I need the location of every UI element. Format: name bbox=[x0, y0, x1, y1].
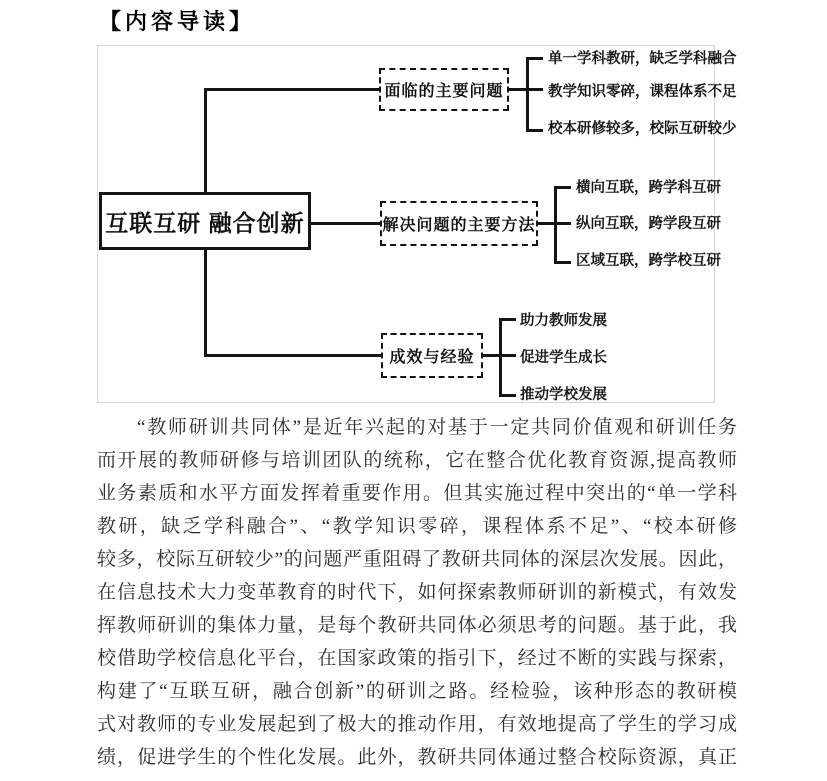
paragraph-line: 绩，促进学生的个性化发展。此外，教研共同体通过整合校际资源，真正 bbox=[97, 747, 737, 768]
leaf-item: 校本研修较多，校际互研较少 bbox=[548, 121, 737, 137]
connector-line-bottom-horizontal bbox=[204, 354, 384, 357]
paragraph-line: 而开展的教师研修与培训团队的统称，它在整合优化教育资源,提高教师 bbox=[97, 450, 737, 471]
bracket1-stub-line bbox=[509, 88, 526, 91]
connector-line-middle-horizontal bbox=[311, 222, 380, 225]
branch-label-results: 成效与经验 bbox=[389, 349, 475, 366]
mindmap-diagram bbox=[97, 45, 737, 403]
leaf-item: 教学知识零碎，课程体系不足 bbox=[548, 84, 737, 100]
bracket3-tick-top bbox=[502, 318, 516, 321]
paragraph-line: 教研，缺乏学科融合”、“教学知识零碎，课程体系不足”、“校本研修 bbox=[97, 516, 737, 537]
body-paragraph bbox=[97, 411, 737, 774]
bracket2-tick-middle bbox=[557, 222, 571, 225]
paragraph-line: 业务素质和水平方面发挥着重要作用。但其实施过程中突出的“单一学科 bbox=[97, 483, 737, 504]
paragraph-line: “教师研训共同体”是近年兴起的对基于一定共同价值观和研训任务 bbox=[137, 417, 737, 438]
bracket3-tick-bottom bbox=[502, 394, 516, 397]
leaf-item: 纵向互联，跨学段互研 bbox=[576, 216, 721, 232]
bracket2-tick-top bbox=[557, 186, 571, 189]
branch-label-methods: 解决问题的主要方法 bbox=[382, 217, 536, 234]
section-title: 【内容导读】 bbox=[99, 9, 256, 34]
diagram-root-node bbox=[99, 192, 311, 250]
leaf-item: 单一学科教研，缺乏学科融合 bbox=[548, 51, 737, 67]
connector-line-bottom-vertical bbox=[204, 250, 207, 357]
bracket3-stub-line bbox=[483, 354, 499, 357]
paragraph-line: 较多，校际互研较少”的问题严重阻碍了教研共同体的深层次发展。因此， bbox=[97, 549, 737, 570]
paragraph-line: 在信息技术大力变革教育的时代下，如何探索教师研训的新模式，有效发 bbox=[97, 582, 737, 603]
paragraph-line: 式对教师的专业发展起到了极大的推动作用，有效地提高了学生的学习成 bbox=[97, 714, 737, 735]
leaf-item: 区域互联，跨学校互研 bbox=[576, 253, 721, 269]
paragraph-line: 构建了“互联互研，融合创新”的研训之路。经检验，该种形态的教研模 bbox=[97, 681, 737, 702]
connector-line-top-horizontal bbox=[204, 88, 381, 91]
bracket1-tick-bottom bbox=[529, 129, 543, 132]
branch-node-methods bbox=[380, 201, 538, 246]
bracket1-tick-middle bbox=[529, 88, 543, 91]
bracket3-tick-middle bbox=[502, 354, 516, 357]
bracket1-tick-top bbox=[529, 57, 543, 60]
branch-node-results bbox=[381, 333, 483, 378]
bracket2-stub-line bbox=[538, 222, 554, 225]
leaf-item: 助力教师发展 bbox=[520, 313, 607, 329]
leaf-item: 推动学校发展 bbox=[520, 387, 607, 403]
bracket3-vertical-line bbox=[499, 318, 502, 397]
connector-line-top-vertical bbox=[204, 88, 207, 192]
diagram-root-label: 互联互研 融合创新 bbox=[105, 209, 305, 236]
paragraph-line: 校借助学校信息化平台，在国家政策的指引下，经过不断的实践与探索， bbox=[97, 648, 737, 669]
bracket2-tick-bottom bbox=[557, 261, 571, 264]
bracket2-vertical-line bbox=[554, 186, 557, 264]
paragraph-line: 挥教师研训的集体力量，是每个教研共同体必须思考的问题。基于此，我 bbox=[97, 615, 737, 636]
branch-label-problems: 面临的主要问题 bbox=[384, 83, 504, 100]
branch-node-problems bbox=[379, 68, 509, 111]
leaf-item: 横向互联，跨学科互研 bbox=[576, 180, 721, 196]
leaf-item: 促进学生成长 bbox=[520, 350, 607, 366]
bracket1-vertical-line bbox=[526, 57, 529, 132]
